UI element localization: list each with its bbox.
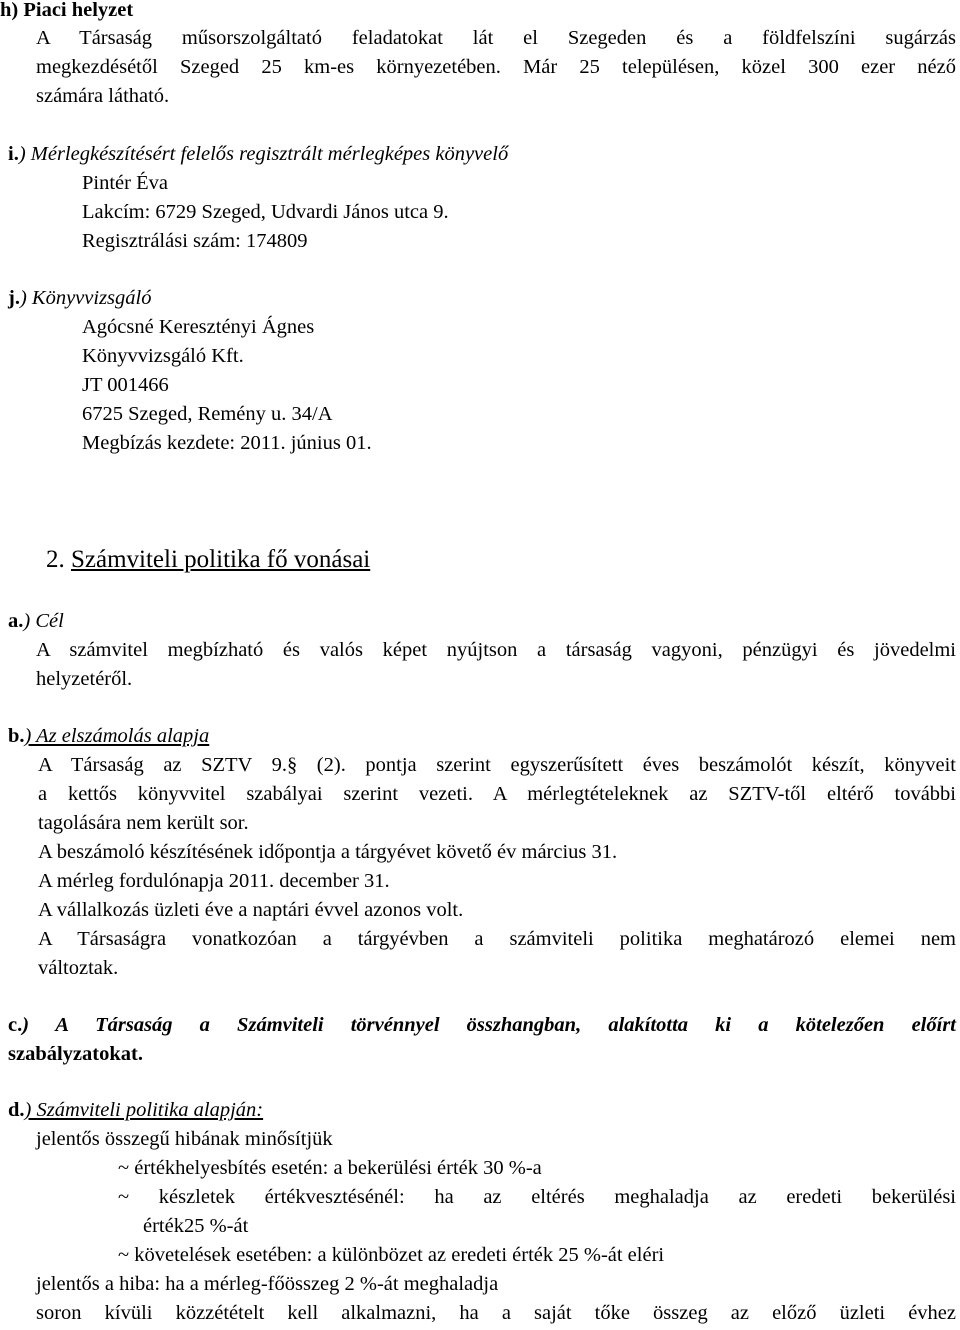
section-h-heading: h) Piaci helyzet [0,0,134,21]
section-a-paragraph-line-1: A számvitel megbízható és valós képet nyújtson a társaság vagyoni, pénzügyi és jövedelmi [36,639,956,661]
section-a-paragraph-line-2: helyzetéről. [36,668,133,690]
section-d-line-4: érték25 %-át [143,1215,249,1237]
section-j-heading-text: ) Könyvvizsgáló [19,287,152,309]
section-c-line-1-text: ) A Társaság a Számviteli törvénnyel összhangban, alakította ki a kötelezően előírt [22,1014,956,1036]
section-h-paragraph-line-2: megkezdésétől Szeged 25 km-es környezetében. Már 25 településen, közel 300 ezer néző [36,56,956,78]
auditor-name: Agócsné Keresztényi Ágnes [82,316,315,338]
section-a-heading [8,607,64,636]
accountant-address: Lakcím: 6729 Szeged, Udvardi János utca 9. [82,201,449,223]
section-b-heading-text: ) Az elszámolás alapja [24,725,210,747]
section-2-number: 2. [46,546,65,573]
section-b-line-6: A vállalkozás üzleti éve a naptári évvel azonos volt. [38,899,464,921]
section-b-line-4: A beszámoló készítésének időpontja a tárgyévet követő év március 31. [38,841,618,863]
section-d-line-6: jelentős a hiba: ha a mérleg-főösszeg 2 %-át meghaladja [36,1273,499,1295]
section-b-line-2: a kettős könyvvitel szabályai szerint vezeti. A mérlegtételeknek az SZTV-től eltérő további [38,783,956,805]
section-b-heading [8,722,209,751]
section-d-line-7: soron kívüli közzétételt kell alkalmazni, ha a saját tőke összeg az előző üzleti évhez [36,1302,956,1324]
auditor-address: 6725 Szeged, Remény u. 34/A [82,403,333,425]
section-c-prefix: c. [8,1014,23,1036]
section-d-line-5: ~ követelések esetében: a különbözet az eredeti érték 25 %-át eléri [118,1244,665,1266]
section-i-heading [8,140,508,169]
section-b-line-3: tagolására nem került sor. [38,812,249,834]
section-d-heading-text: ) Számviteli politika alapján: [24,1099,264,1121]
section-a-prefix: a. [8,610,24,632]
section-h-paragraph-line-1: A Társaság műsorszolgáltató feladatokat lát el Szegeden és a földfelszíni sugárzás [36,27,956,49]
section-a-heading-text: ) Cél [23,610,64,632]
section-b-line-1: A Társaság az SZTV 9.§ (2). pontja szerint egyszerűsített éves beszámolót készít, könyveit [38,754,956,776]
section-d-prefix: d. [8,1099,25,1121]
accountant-name: Pintér Éva [82,172,168,194]
section-h-paragraph-line-3: számára látható. [36,85,170,107]
section-b-line-5: A mérleg fordulónapja 2011. december 31. [38,870,390,892]
section-j-prefix: j. [8,287,20,309]
auditor-engagement-start: Megbízás kezdete: 2011. június 01. [82,432,372,454]
section-b-line-7: A Társaságra vonatkozóan a tárgyévben a számviteli politika meghatározó elemei nem [38,928,956,950]
accountant-registration: Regisztrálási szám: 174809 [82,230,308,252]
section-2-title: Számviteli politika fő vonásai [71,546,371,573]
section-2-heading [46,545,370,574]
section-c-line-2: szabályzatokat. [8,1043,143,1065]
section-d-heading [8,1096,263,1125]
section-j-heading [8,284,151,313]
section-c-line-1 [8,1011,956,1040]
section-i-prefix: i. [8,143,19,165]
auditor-firm: Könyvvizsgáló Kft. [82,345,244,367]
section-d-line-3: ~ készletek értékvesztésénél: ha az eltérés meghaladja az eredeti bekerülési [118,1186,956,1208]
auditor-id: JT 001466 [82,374,169,396]
section-b-line-8: változtak. [38,957,119,979]
section-b-prefix: b. [8,725,25,747]
section-d-line-2: ~ értékhelyesbítés esetén: a bekerülési érték 30 %-a [118,1157,542,1179]
section-d-line-1: jelentős összegű hibának minősítjük [36,1128,333,1150]
section-i-heading-text: ) Mérlegkészítésért felelős regisztrált mérlegképes könyvelő [18,143,509,165]
